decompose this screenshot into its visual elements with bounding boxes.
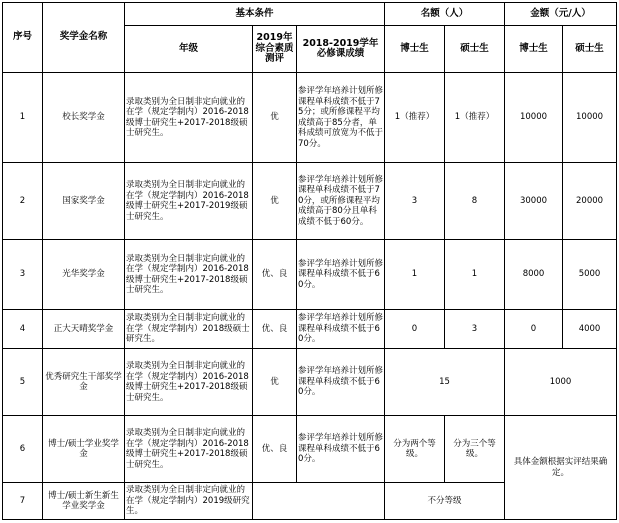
row-quota-master: 1	[445, 240, 505, 310]
row-eval: 优	[253, 73, 297, 163]
row-seq: 2	[3, 163, 43, 240]
row-eval: 优、良	[253, 416, 297, 483]
header-amount-phd: 博士生	[505, 26, 563, 73]
row-quota-phd: 1（推荐）	[385, 73, 445, 163]
row-grade: 录取类别为全日制非定向就业的在学（规定学制内）2016-2018级博士研究生+2017-2018级硕士研究生。	[125, 240, 253, 310]
row-name: 优秀研究生干部奖学金	[43, 349, 125, 416]
row-course: 参评学年培养计划所修课程单科成绩不低于60分。	[297, 416, 385, 483]
row-quota-master: 3	[445, 310, 505, 349]
row-amount-master: 20000	[563, 163, 617, 240]
row-course: 参评学年培养计划所修课程单科成绩不低于70分，或所修课程平均成绩高于80分且单科成绩不低于60分。	[297, 163, 385, 240]
row-seq: 4	[3, 310, 43, 349]
header-grade: 年级	[125, 26, 253, 73]
row-quota-master: 8	[445, 163, 505, 240]
table-row	[3, 73, 617, 163]
row-course: 参评学年培养计划所修课程单科成绩不低于60分。	[297, 240, 385, 310]
row-amount-merged: 具体金额根据实评结果确定。	[505, 416, 617, 520]
table-row	[3, 310, 617, 349]
row-quota-phd: 3	[385, 163, 445, 240]
header-course: 2018-2019学年必修课成绩	[297, 26, 385, 73]
row-name: 校长奖学金	[43, 73, 125, 163]
row-eval: 优、良	[253, 240, 297, 310]
row-quota-phd: 分为两个等级。	[385, 416, 445, 483]
row-amount-master: 10000	[563, 73, 617, 163]
row-conditions-empty	[253, 483, 385, 520]
row-seq: 3	[3, 240, 43, 310]
row-course: 参评学年培养计划所修课程单科成绩不低于60分。	[297, 310, 385, 349]
row-grade: 录取类别为全日制非定向就业的在学（规定学制内）2016-2018级博士研究生+2017-2019级硕士研究生。	[125, 163, 253, 240]
header-amount-master: 硕士生	[563, 26, 617, 73]
row-course: 参评学年培养计划所修课程单科成绩不低于60分。	[297, 349, 385, 416]
table-row	[3, 163, 617, 240]
table-row	[3, 240, 617, 310]
row-seq: 7	[3, 483, 43, 520]
row-amount-master: 5000	[563, 240, 617, 310]
table-row	[3, 349, 617, 416]
row-amount-master: 4000	[563, 310, 617, 349]
header-quota: 名额（人）	[385, 3, 505, 26]
header-scholarship-name: 奖学金名称	[43, 3, 125, 73]
row-quota-master: 分为三个等级。	[445, 416, 505, 483]
row-quota-merged: 15	[385, 349, 505, 416]
row-grade: 录取类别为全日制非定向就业的在学（规定学制内）2016-2018级博士研究生+2017-2018级硕士研究生。	[125, 349, 253, 416]
row-grade: 录取类别为全日制非定向就业的在学（规定学制内）2016-2018级博士研究生+2017-2018级硕士研究生。	[125, 416, 253, 483]
row-seq: 6	[3, 416, 43, 483]
row-eval: 优	[253, 163, 297, 240]
header-basic-conditions: 基本条件	[125, 3, 385, 26]
header-quota-phd: 博士生	[385, 26, 445, 73]
scholarship-table	[2, 2, 617, 520]
row-amount-phd: 30000	[505, 163, 563, 240]
row-eval: 优、良	[253, 310, 297, 349]
row-seq: 1	[3, 73, 43, 163]
row-quota-master: 1（推荐）	[445, 73, 505, 163]
header-quota-master: 硕士生	[445, 26, 505, 73]
row-amount-merged: 1000	[505, 349, 617, 416]
row-amount-phd: 10000	[505, 73, 563, 163]
row-name: 正大天晴奖学金	[43, 310, 125, 349]
header-eval: 2019年综合素质测评	[253, 26, 297, 73]
row-name: 博士/硕士新生新生学业奖学金	[43, 483, 125, 520]
row-quota-phd: 0	[385, 310, 445, 349]
row-name: 国家奖学金	[43, 163, 125, 240]
row-grade: 录取类别为全日制非定向就业的在学（规定学制内）2018级硕士研究生。	[125, 310, 253, 349]
table-row	[3, 416, 617, 483]
row-grade: 录取类别为全日制非定向就业的在学（规定学制内）2019级研究生。	[125, 483, 253, 520]
header-amount: 金额（元/人）	[505, 3, 617, 26]
row-seq: 5	[3, 349, 43, 416]
row-amount-phd: 8000	[505, 240, 563, 310]
row-name: 博士/硕士学业奖学金	[43, 416, 125, 483]
row-quota-merged: 不分等级	[385, 483, 505, 520]
row-name: 光华奖学金	[43, 240, 125, 310]
row-grade: 录取类别为全日制非定向就业的在学（规定学制内）2016-2018级博士研究生+2017-2018级硕士研究生。	[125, 73, 253, 163]
header-seq: 序号	[3, 3, 43, 73]
row-course: 参评学年培养计划所修课程单科成绩不低于75分；或所修课程平均成绩高于85分者，单科成绩可放宽为不低于70分。	[297, 73, 385, 163]
row-amount-phd: 0	[505, 310, 563, 349]
row-eval: 优	[253, 349, 297, 416]
row-quota-phd: 1	[385, 240, 445, 310]
